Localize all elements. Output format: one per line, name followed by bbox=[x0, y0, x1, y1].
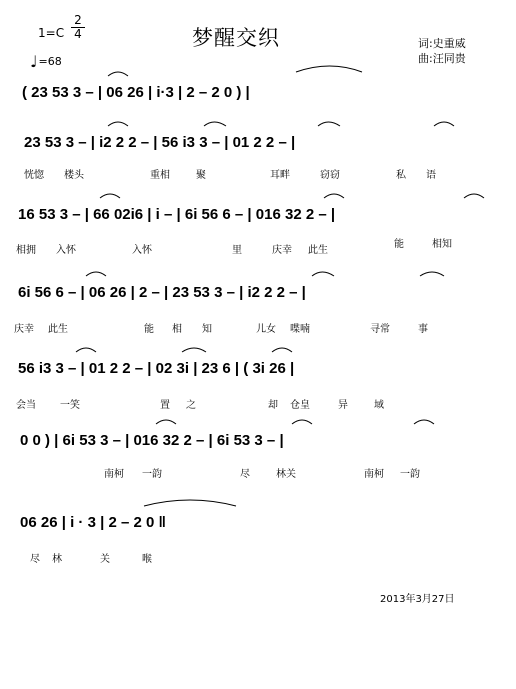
lyric-word: 南柯 bbox=[364, 469, 384, 480]
lyric-word: 里 bbox=[232, 245, 242, 256]
tie-mark bbox=[204, 122, 226, 126]
lyric-word: 耳畔 bbox=[270, 170, 290, 181]
lyric-word: 儿女 bbox=[256, 324, 276, 335]
lyric-word: 重相 bbox=[150, 170, 170, 181]
date-stamp: 2013年3月27日 bbox=[380, 594, 455, 605]
key-signature: 1=C bbox=[38, 26, 65, 40]
song-title: 梦醒交织 bbox=[192, 26, 280, 50]
lyric-word: 楼头 bbox=[64, 170, 84, 181]
tie-mark bbox=[100, 194, 120, 198]
tie-mark bbox=[108, 122, 128, 126]
lyric-word: 知 bbox=[202, 324, 212, 335]
notation-text: 23 53 3 – | i2 2 2 – | 56 i3 3 – | 01 2 2 – | bbox=[24, 134, 296, 151]
notation-text: 16 53 3 – | 66 02i6 | i – | 6i 56 6 – | 016 32 2 – | bbox=[18, 206, 336, 223]
lyric-word: 入怀 bbox=[132, 245, 152, 256]
meter-bottom: 4 bbox=[74, 27, 82, 41]
lyric-word: 一韵 bbox=[142, 469, 162, 480]
lyric-word: 聚 bbox=[196, 170, 206, 181]
tie-mark bbox=[464, 194, 484, 198]
lyric-word: 喉 bbox=[142, 554, 152, 565]
tie-mark bbox=[182, 348, 206, 352]
lyric-word: 相拥 bbox=[16, 245, 36, 256]
tie-mark bbox=[414, 420, 434, 424]
lyric-word: 相 bbox=[172, 324, 182, 335]
lyric-word: 庆幸 bbox=[272, 245, 292, 256]
lyric-word: 喋喃 bbox=[290, 324, 310, 335]
notation-text: 56 i3 3 – | 01 2 2 – | 02 3i | 23 6 | ( 3i 26 | bbox=[18, 360, 295, 377]
composer: 曲:汪同贵 bbox=[418, 52, 466, 65]
tie-mark bbox=[108, 72, 128, 76]
lyric-word: 仓皇 bbox=[290, 400, 310, 411]
notation-text: ( 23 53 3 – | 06 26 | i·3 | 2 – 2 0 ) | bbox=[22, 84, 250, 101]
lyric-word: 此生 bbox=[48, 324, 68, 335]
lyric-word: 之 bbox=[186, 400, 196, 411]
tie-mark bbox=[312, 272, 334, 276]
tie-mark bbox=[292, 420, 312, 424]
lyric-word: 窃窃 bbox=[320, 170, 340, 181]
tie-mark bbox=[86, 272, 106, 276]
tie-mark bbox=[296, 66, 362, 72]
notation-text: 6i 56 6 – | 06 26 | 2 – | 23 53 3 – | i2 2 2 – | bbox=[18, 284, 306, 301]
tempo-value: =68 bbox=[38, 55, 62, 68]
tie-mark bbox=[272, 348, 292, 352]
lyric-word: 相知 bbox=[432, 239, 452, 250]
lyric-word: 恍惚 bbox=[24, 170, 44, 181]
lyric-word: 一韵 bbox=[400, 469, 420, 480]
tie-mark bbox=[76, 348, 96, 352]
lyric-word: 能 bbox=[144, 324, 154, 335]
lyric-word: 置 bbox=[160, 400, 170, 411]
lyricist: 词:史重威 bbox=[418, 37, 466, 50]
lyric-word: 尽 bbox=[30, 554, 40, 565]
notation-text: 06 26 | i · 3 | 2 – 2 0 ‖ bbox=[20, 514, 166, 531]
lyric-word: 南柯 bbox=[104, 469, 124, 480]
tie-mark bbox=[434, 122, 454, 126]
lyric-word: 寻常 bbox=[370, 324, 390, 335]
lyric-word: 语 bbox=[426, 170, 436, 181]
lyric-word: 此生 bbox=[308, 245, 328, 256]
lyric-word: 能 bbox=[394, 239, 404, 250]
tie-mark bbox=[318, 122, 340, 126]
lyric-word: 事 bbox=[418, 324, 428, 335]
lyric-word: 林 bbox=[52, 554, 62, 565]
lyric-word: 林关 bbox=[276, 469, 296, 480]
lyric-word: 尽 bbox=[240, 469, 250, 480]
quarter-note-icon: ♩ bbox=[30, 52, 38, 71]
meter-top: 2 bbox=[74, 13, 82, 27]
tie-mark bbox=[144, 500, 236, 506]
lyric-word: 域 bbox=[374, 400, 384, 411]
lyric-word: 却 bbox=[268, 400, 278, 411]
lyric-word: 私 bbox=[396, 170, 406, 181]
tie-mark bbox=[420, 272, 444, 276]
lyric-word: 会当 bbox=[16, 400, 36, 411]
tie-mark bbox=[324, 194, 344, 198]
lyric-word: 关 bbox=[100, 554, 110, 565]
lyric-word: 异 bbox=[338, 400, 348, 411]
lyric-word: 入怀 bbox=[56, 245, 76, 256]
notation-text: 0 0 ) | 6i 53 3 – | 016 32 2 – | 6i 53 3 – | bbox=[20, 432, 284, 449]
lyric-word: 庆幸 bbox=[14, 324, 34, 335]
tie-mark bbox=[156, 420, 176, 424]
lyric-word: 一笑 bbox=[60, 400, 80, 411]
